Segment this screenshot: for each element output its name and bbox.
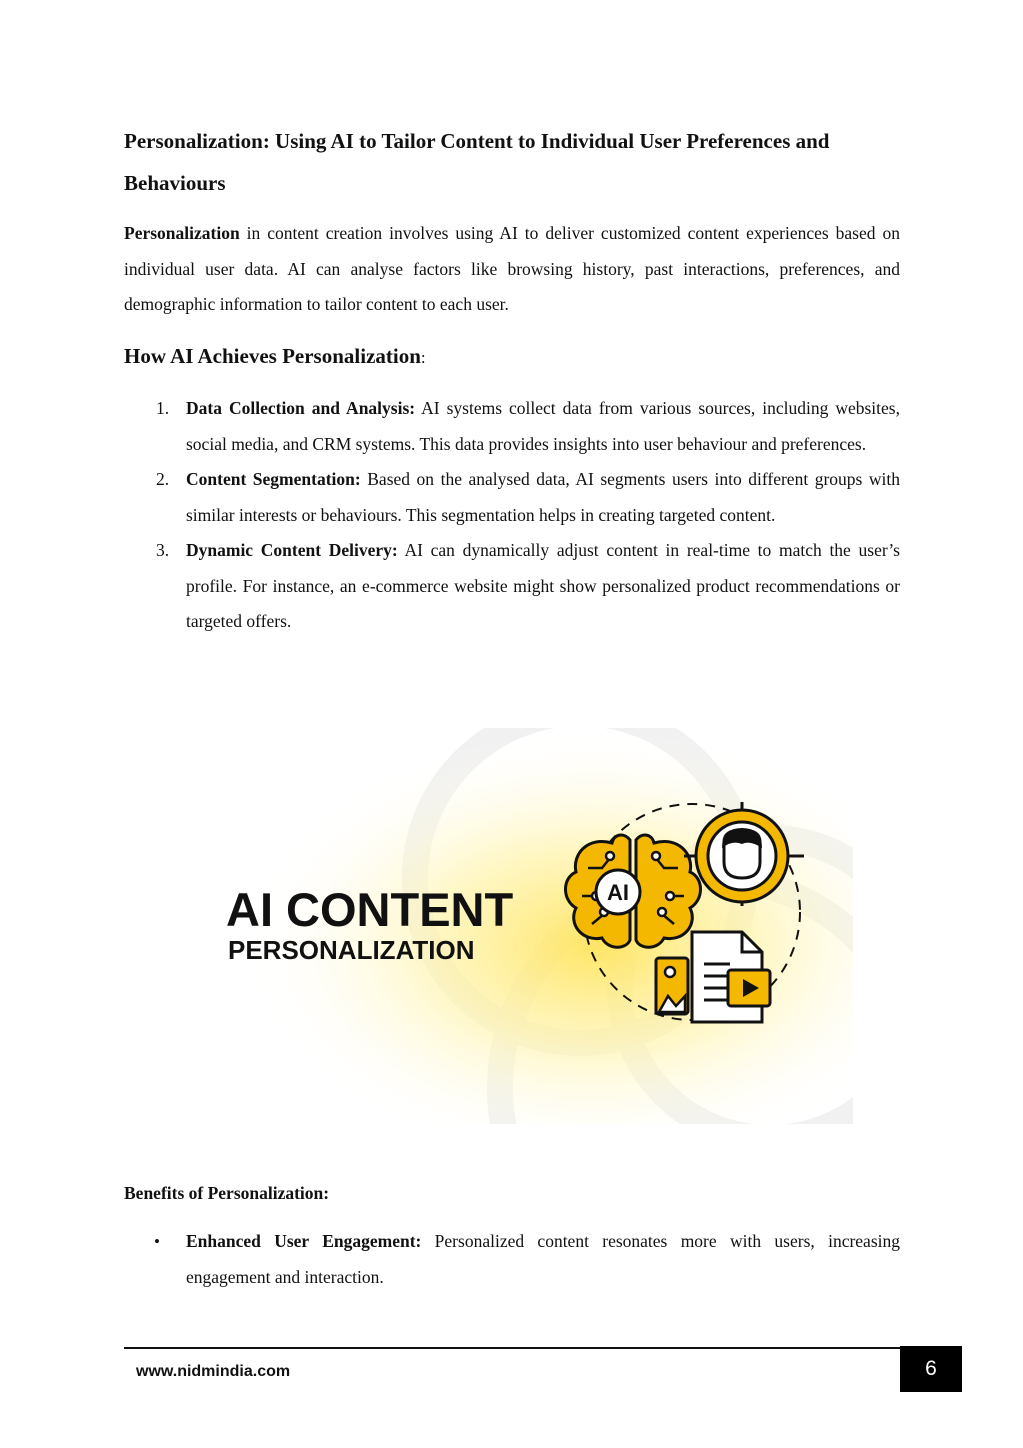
intro-term: Personalization	[124, 223, 240, 243]
brain-ai-label: AI	[607, 880, 629, 905]
image-icon	[656, 958, 688, 1014]
list-item	[124, 391, 900, 462]
footer-divider	[124, 1347, 900, 1349]
list-item-title: Enhanced User Engagement:	[186, 1231, 422, 1251]
list-number: 1.	[156, 398, 170, 418]
page-number: 6	[900, 1346, 962, 1392]
benefits-heading: Benefits of Personalization:	[124, 1183, 330, 1203]
list-item-title: Content Segmentation:	[186, 469, 361, 489]
list-item-title: Data Collection and Analysis:	[186, 398, 416, 418]
list-item-text: Based on the analysed data, AI segments users into different groups with similar interests or behaviours. This segmentation helps in creating targeted content.	[186, 469, 900, 525]
list-item	[124, 462, 900, 533]
play-icon	[728, 970, 770, 1006]
section-heading-colon: :	[420, 348, 426, 367]
list-item	[124, 1224, 900, 1295]
intro-text: in content creation involves using AI to deliver customized content experiences based on individual user data. AI can analyse factors like browsing history, past interactions, preferences, and demographic information to tailor content to each user.	[124, 223, 900, 314]
list-item-title: Dynamic Content Delivery:	[186, 540, 398, 560]
benefits-list	[124, 1224, 900, 1295]
page-title: Personalization: Using AI to Tailor Content to Individual User Preferences and Behaviours	[124, 129, 830, 195]
list-item-text: AI systems collect data from various sources, including websites, social media, and CRM systems. This data provides insights into user behaviour and preferences.	[186, 398, 900, 454]
section-heading-text: How AI Achieves Personalization	[124, 344, 421, 368]
steps-list	[124, 391, 900, 640]
figure-title-line2: PERSONALIZATION	[228, 935, 475, 965]
bullet-icon: •	[154, 1232, 160, 1251]
ai-personalization-illustration	[210, 728, 853, 1124]
list-item	[124, 533, 900, 640]
section-heading	[124, 339, 426, 375]
intro-paragraph	[124, 216, 900, 323]
figure-title-line1: AI CONTENT	[226, 883, 514, 936]
list-item-text: Personalized content resonates more with users, increasing engagement and interaction.	[186, 1231, 900, 1287]
footer-website: www.nidmindia.com	[136, 1363, 291, 1380]
list-item-text: AI can dynamically adjust content in real-time to match the user’s profile. For instance, an e-commerce website might show personalized product recommendations or targeted offers.	[186, 540, 900, 631]
list-number: 3.	[156, 540, 170, 560]
list-number: 2.	[156, 469, 170, 489]
